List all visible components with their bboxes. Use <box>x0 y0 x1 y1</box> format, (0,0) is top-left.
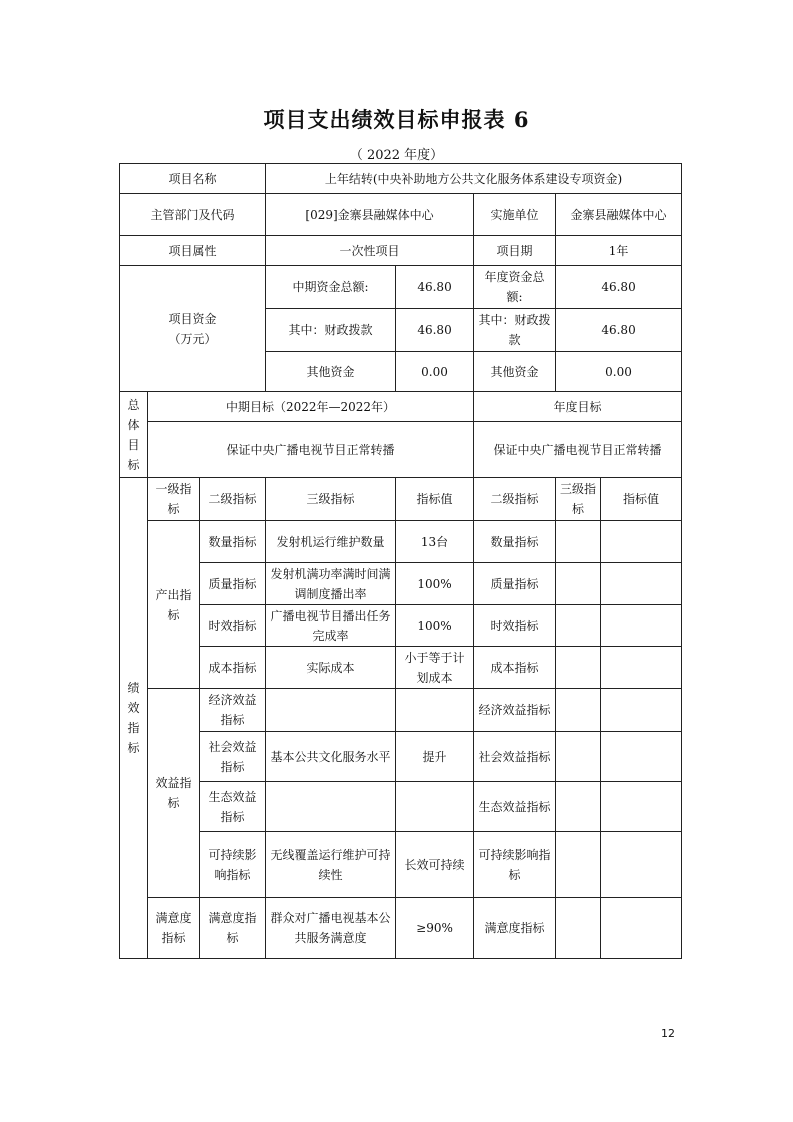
year-total-value: 46.80 <box>556 266 682 309</box>
value-cell: 100% <box>396 605 474 647</box>
dept-label: 主管部门及代码 <box>120 194 266 236</box>
satisfaction-indicator-label: 满意度指标 <box>148 898 200 959</box>
perf-label: 绩效指标 <box>120 478 148 959</box>
level2b-cell: 时效指标 <box>474 605 556 647</box>
level2b-cell: 经济效益指标 <box>474 689 556 732</box>
header-level3: 三级指标 <box>266 478 396 521</box>
table-row <box>120 832 682 898</box>
mid-fiscal-label: 其中：财政拨款 <box>266 309 396 352</box>
period-label: 项目期 <box>474 236 556 266</box>
level2-cell: 经济效益指标 <box>200 689 266 732</box>
funds-label: 项目资金 （万元） <box>120 266 266 392</box>
mid-goal-text: 保证中央广播电视节目正常转播 <box>148 422 474 478</box>
value-cell: ≥90% <box>396 898 474 959</box>
header-level2b: 二级指标 <box>474 478 556 521</box>
table-row <box>120 563 682 605</box>
impl-value: 金寨县融媒体中心 <box>556 194 682 236</box>
header-level2: 二级指标 <box>200 478 266 521</box>
level2-cell: 质量指标 <box>200 563 266 605</box>
valueb-cell <box>601 521 682 563</box>
table-row <box>120 647 682 689</box>
level3-cell: 发射机运行维护数量 <box>266 521 396 563</box>
overall-goal-label: 总体目标 <box>120 392 148 478</box>
level2-cell: 可持续影响指标 <box>200 832 266 898</box>
level2-cell: 满意度指标 <box>200 898 266 959</box>
level3b-cell <box>556 782 601 832</box>
table-row <box>120 689 682 732</box>
year-fiscal-value: 46.80 <box>556 309 682 352</box>
level3-cell <box>266 689 396 732</box>
performance-target-form <box>119 163 682 959</box>
mid-other-value: 0.00 <box>396 352 474 392</box>
fiscal-year: （ 2022 年度） <box>349 148 444 163</box>
level2b-cell: 可持续影响指标 <box>474 832 556 898</box>
level3-cell: 广播电视节目播出任务完成率 <box>266 605 396 647</box>
valueb-cell <box>601 647 682 689</box>
mid-total-label: 中期资金总额: <box>266 266 396 309</box>
level3b-cell <box>556 521 601 563</box>
level3b-cell <box>556 832 601 898</box>
valueb-cell <box>601 605 682 647</box>
value-cell: 长效可持续 <box>396 832 474 898</box>
level3-cell: 无线覆盖运行维护可持续性 <box>266 832 396 898</box>
level3-cell: 群众对广播电视基本公共服务满意度 <box>266 898 396 959</box>
level3b-cell <box>556 898 601 959</box>
header-value: 指标值 <box>396 478 474 521</box>
level2b-cell: 成本指标 <box>474 647 556 689</box>
value-cell <box>396 689 474 732</box>
valueb-cell <box>601 732 682 782</box>
attr-value: 一次性项目 <box>266 236 474 266</box>
value-cell <box>396 782 474 832</box>
level3b-cell <box>556 647 601 689</box>
row-goals-text <box>120 422 682 478</box>
level3b-cell <box>556 732 601 782</box>
header-valueb: 指标值 <box>601 478 682 521</box>
year-total-label: 年度资金总额: <box>474 266 556 309</box>
table-row <box>120 898 682 959</box>
valueb-cell <box>601 832 682 898</box>
valueb-cell <box>601 689 682 732</box>
row-department <box>120 194 682 236</box>
period-value: 1年 <box>556 236 682 266</box>
impl-label: 实施单位 <box>474 194 556 236</box>
level2b-cell: 质量指标 <box>474 563 556 605</box>
level2-cell: 生态效益指标 <box>200 782 266 832</box>
level2-cell: 成本指标 <box>200 647 266 689</box>
mid-fiscal-value: 46.80 <box>396 309 474 352</box>
level3b-cell <box>556 689 601 732</box>
table-row <box>120 732 682 782</box>
valueb-cell <box>601 563 682 605</box>
row-attributes <box>120 236 682 266</box>
level2b-cell: 社会效益指标 <box>474 732 556 782</box>
level3b-cell <box>556 563 601 605</box>
output-indicator-label: 产出指标 <box>148 521 200 689</box>
row-funds-total <box>120 266 682 309</box>
form-title: 项目支出绩效目标申报表 6 <box>263 107 530 132</box>
level3-cell: 基本公共文化服务水平 <box>266 732 396 782</box>
valueb-cell <box>601 898 682 959</box>
valueb-cell <box>601 782 682 832</box>
table-row <box>120 782 682 832</box>
page-number: 12 <box>661 1027 675 1040</box>
mid-total-value: 46.80 <box>396 266 474 309</box>
row-perf-header <box>120 478 682 521</box>
value-cell: 100% <box>396 563 474 605</box>
level2b-cell: 生态效益指标 <box>474 782 556 832</box>
level2b-cell: 满意度指标 <box>474 898 556 959</box>
project-name-value: 上年结转(中央补助地方公共文化服务体系建设专项资金) <box>266 164 682 194</box>
year-fiscal-label: 其中：财政拨款 <box>474 309 556 352</box>
level2-cell: 社会效益指标 <box>200 732 266 782</box>
value-cell: 小于等于计划成本 <box>396 647 474 689</box>
year-other-label: 其他资金 <box>474 352 556 392</box>
level2-cell: 时效指标 <box>200 605 266 647</box>
level3-cell <box>266 782 396 832</box>
table-row <box>120 605 682 647</box>
value-cell: 提升 <box>396 732 474 782</box>
project-name-label: 项目名称 <box>120 164 266 194</box>
level3b-cell <box>556 605 601 647</box>
benefit-indicator-label: 效益指标 <box>148 689 200 898</box>
mid-other-label: 其他资金 <box>266 352 396 392</box>
header-level3b: 三级指标 <box>556 478 601 521</box>
table-row <box>120 521 682 563</box>
row-project-name <box>120 164 682 194</box>
row-goals-header <box>120 392 682 422</box>
level2b-cell: 数量指标 <box>474 521 556 563</box>
year-goal-header: 年度目标 <box>474 392 682 422</box>
value-cell: 13台 <box>396 521 474 563</box>
year-goal-text: 保证中央广播电视节目正常转播 <box>474 422 682 478</box>
level3-cell: 发射机满功率满时间满调制度播出率 <box>266 563 396 605</box>
mid-goal-header: 中期目标（2022年—2022年） <box>148 392 474 422</box>
level3-cell: 实际成本 <box>266 647 396 689</box>
year-other-value: 0.00 <box>556 352 682 392</box>
level2-cell: 数量指标 <box>200 521 266 563</box>
dept-value: [029]金寨县融媒体中心 <box>266 194 474 236</box>
attr-label: 项目属性 <box>120 236 266 266</box>
header-level1: 一级指标 <box>148 478 200 521</box>
